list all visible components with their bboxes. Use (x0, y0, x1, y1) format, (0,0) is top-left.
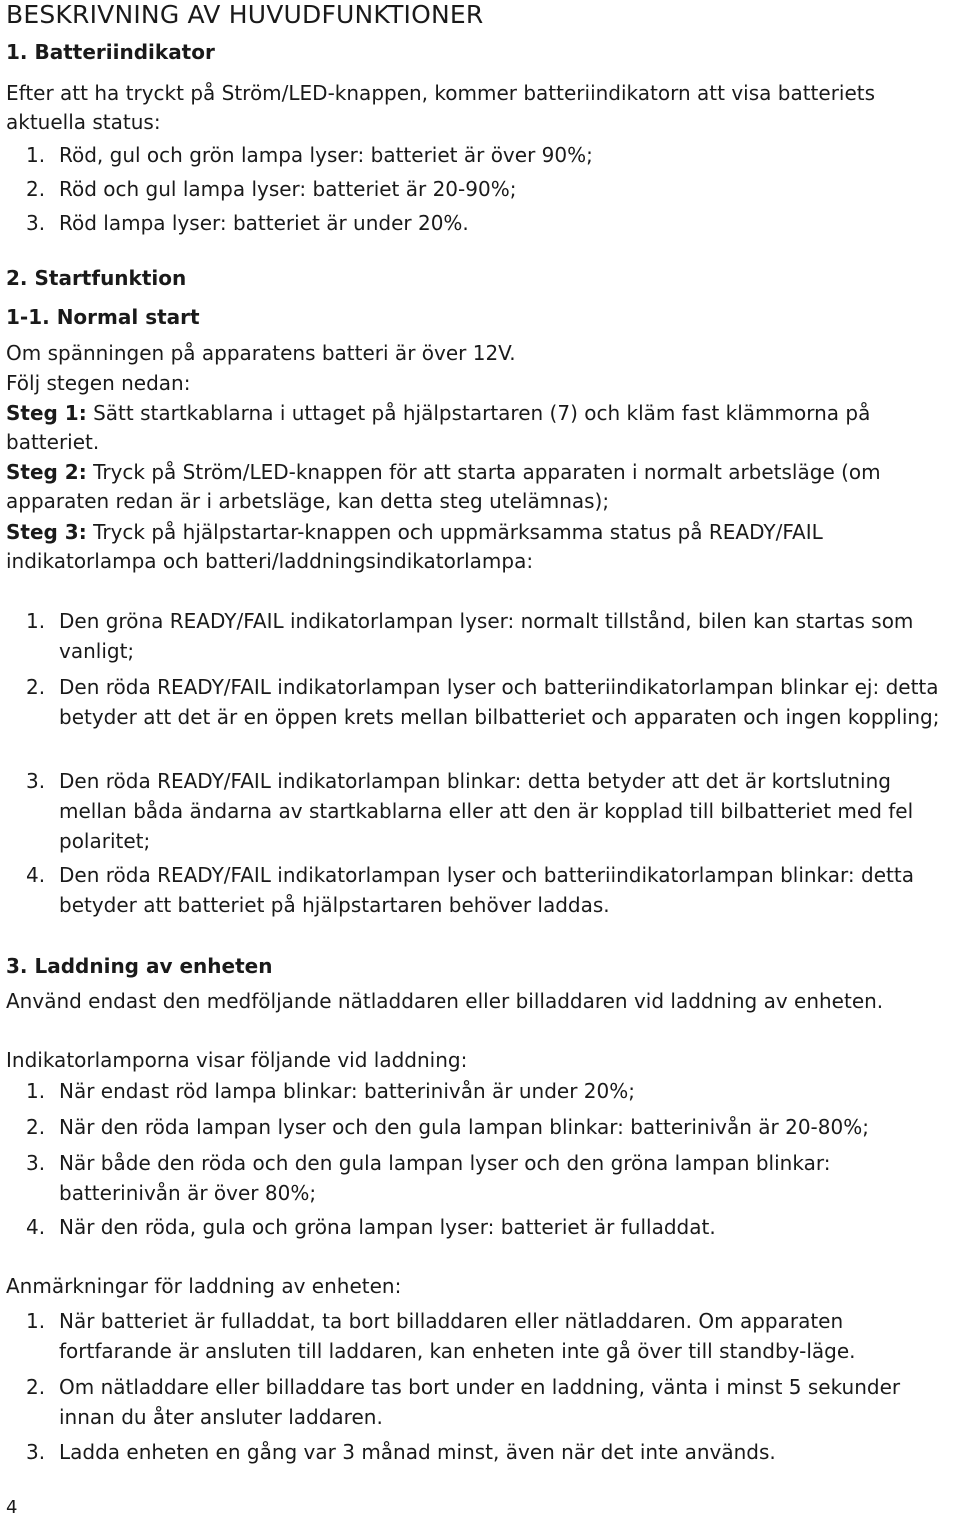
list-item: 1. När endast röd lampa blinkar: batterinivån är under 20%; (26, 1079, 635, 1103)
list-item: 1. När batteriet är fulladdat, ta bort billaddaren eller nätladdaren. Om apparaten fortfarande är ansluten till laddaren, kan enheten inte gå över till standby-läge. (26, 1309, 856, 1363)
section-heading-start-function: 2. Startfunktion (6, 266, 187, 290)
list-item: 2. Den röda READY/FAIL indikatorlampan lyser och batteriindikatorlampan blinkar ej: detta betyder att det är en öppen krets mellan bilbatteriet och apparaten och ingen koppling; (26, 675, 940, 729)
paragraph-follow-steps: Följ stegen nedan: (6, 371, 191, 395)
list-item: 3. Den röda READY/FAIL indikatorlampan blinkar: detta betyder att det är kortslutning mellan båda ändarna av startkablarna eller att den är kopplad till bilbatteriet med fel polaritet; (26, 769, 914, 853)
paragraph-charger-usage: Använd endast den medföljande nätladdaren eller billaddaren vid laddning av enheten. (6, 989, 884, 1013)
list-item: 3. Ladda enheten en gång var 3 månad minst, även när det inte används. (26, 1440, 776, 1464)
paragraph-step-3: Steg 3: Tryck på hjälpstartar-knappen och uppmärksamma status på READY/FAIL indikatorlampa och batteri/laddningsindikatorlampa: (6, 520, 823, 573)
subsection-heading-normal-start: 1-1. Normal start (6, 305, 200, 329)
list-item: 1. Röd, gul och grön lampa lyser: batteriet är över 90%; (26, 143, 593, 167)
paragraph-step-1: Steg 1: Sätt startkablarna i uttaget på hjälpstartaren (7) och kläm fast klämmorna på batteriet. (6, 401, 871, 454)
list-item: 2. Om nätladdare eller billaddare tas bort under en laddning, vänta i minst 5 sekunder innan du åter ansluter laddaren. (26, 1375, 901, 1429)
paragraph-charging-notes-intro: Anmärkningar för laddning av enheten: (6, 1274, 402, 1298)
page-title: BESKRIVNING AV HUVUDFUNKTIONER (6, 0, 484, 29)
list-item: 3. När både den röda och den gula lampan lyser och den gröna lampan blinkar: batterinivån är över 80%; (26, 1151, 831, 1205)
section-heading-battery-indicator: 1. Batteriindikator (6, 40, 215, 64)
list-item: 2. Röd och gul lampa lyser: batteriet är 20-90%; (26, 177, 517, 201)
list-item: 1. Den gröna READY/FAIL indikatorlampan lyser: normalt tillstånd, bilen kan startas som vanligt; (26, 609, 914, 663)
paragraph-battery-intro: Efter att ha tryckt på Ström/LED-knappen, kommer batteriindikatorn att visa batteriets aktuella status: (6, 81, 876, 134)
list-item: 4. När den röda, gula och gröna lampan lyser: batteriet är fulladdat. (26, 1215, 716, 1239)
paragraph-indicator-intro: Indikatorlamporna visar följande vid laddning: (6, 1048, 468, 1072)
paragraph-step-2: Steg 2: Tryck på Ström/LED-knappen för att starta apparaten i normalt arbetsläge (om apparaten redan är i arbetsläge, kan detta steg utelämnas); (6, 460, 881, 513)
paragraph-voltage: Om spänningen på apparatens batteri är över 12V. (6, 341, 516, 365)
page-number: 4 (6, 1497, 18, 1518)
list-item: 2. När den röda lampan lyser och den gula lampan blinkar: batterinivån är 20-80%; (26, 1115, 869, 1139)
list-item: 3. Röd lampa lyser: batteriet är under 20%. (26, 211, 469, 235)
section-heading-charging: 3. Laddning av enheten (6, 954, 273, 978)
list-item: 4. Den röda READY/FAIL indikatorlampan lyser och batteriindikatorlampan blinkar: detta betyder att batteriet på hjälpstartaren behöver laddas. (26, 863, 914, 917)
